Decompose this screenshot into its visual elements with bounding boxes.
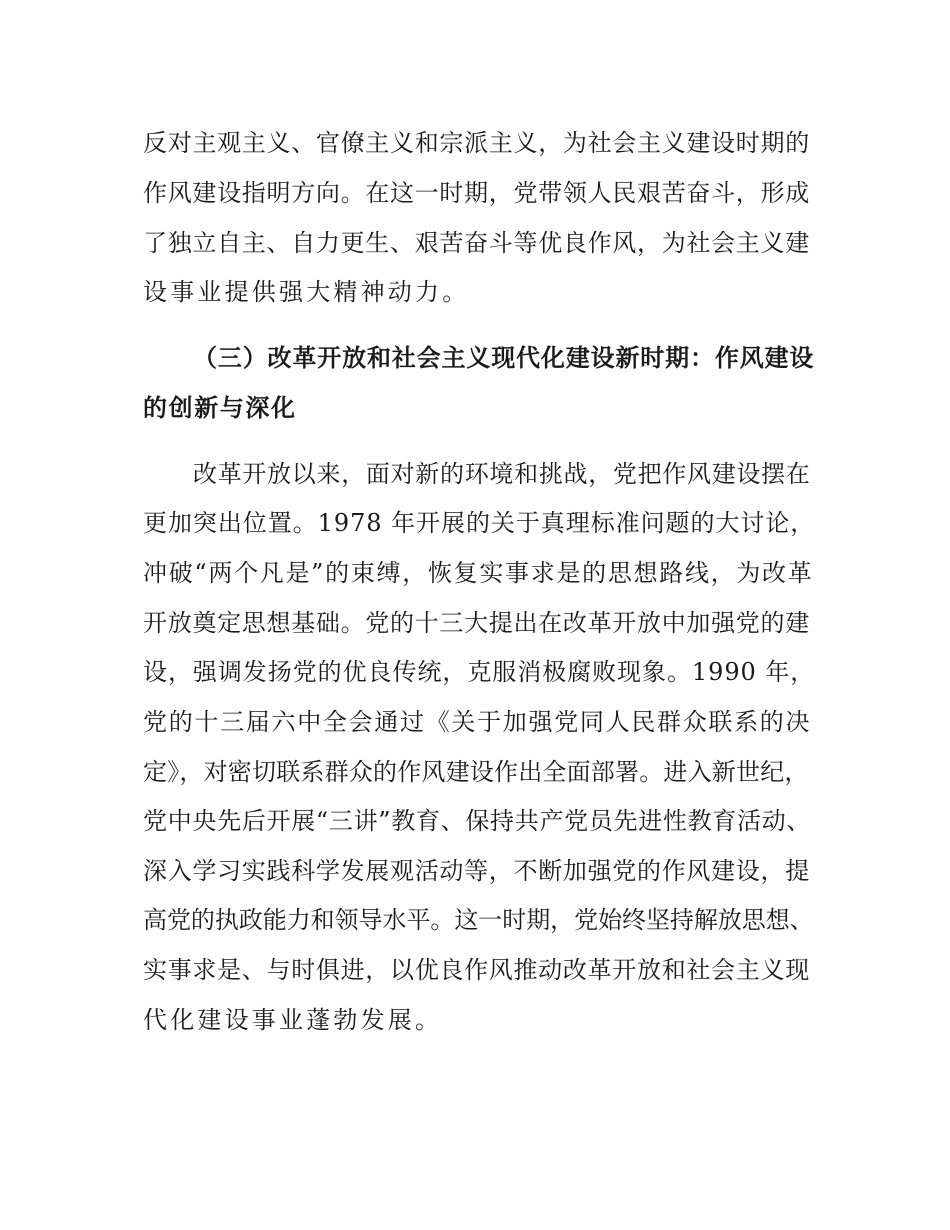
paragraph-2-line-10: 高党的执政能力和领导水平。这一时期，党始终坚持解放思想、 xyxy=(143,906,814,934)
paragraph-1-line-1: 反对主观主义、官僚主义和宗派主义，为社会主义建设时期的 xyxy=(143,129,810,157)
paragraph-2-line-1: 改革开放以来，面对新的环境和挑战，党把作风建设摆在 xyxy=(193,460,811,488)
paragraph-2-line-8: 党中央先后开展“三讲”教育、保持共产党员先进性教育活动、 xyxy=(143,807,812,835)
paragraph-1-line-4: 设事业提供强大精神动力。 xyxy=(143,278,470,306)
paragraph-2-line-4: 开放奠定思想基础。党的十三大提出在改革开放中加强党的建 xyxy=(143,609,810,637)
paragraph-2-line-11: 实事求是、与时俱进，以优良作风推动改革开放和社会主义现 xyxy=(143,956,810,984)
paragraph-2-line-5: 设，强调发扬党的优良传统，克服消极腐败现象。1990 年， xyxy=(143,658,816,686)
paragraph-2-line-2: 更加突出位置。1978 年开展的关于真理标准问题的大讨论， xyxy=(143,509,816,537)
paragraph-2-line-7: 定》，对密切联系群众的作风建设作出全面部署。进入新世纪， xyxy=(143,758,809,786)
section-heading-line-2: 的创新与深化 xyxy=(143,394,297,422)
paragraph-1-line-2: 作风建设指明方向。在这一时期，党带领人民艰苦奋斗，形成 xyxy=(143,179,810,207)
paragraph-2-line-3: 冲破“两个凡是”的束缚，恢复实事求是的思想路线，为改革 xyxy=(143,559,814,587)
section-heading-line-1: （三）改革开放和社会主义现代化建设新时期：作风建设 xyxy=(193,344,815,372)
paragraph-2-line-6: 党的十三届六中全会通过《关于加强党同人民群众联系的决 xyxy=(143,708,812,736)
paragraph-1-line-3: 了独立自主、自力更生、艰苦奋斗等优良作风，为社会主义建 xyxy=(143,229,810,257)
paragraph-2-line-12: 代化建设事业蓬勃发展。 xyxy=(143,1006,443,1034)
paragraph-2-line-9: 深入学习实践科学发展观活动等，不断加强党的作风建设，提 xyxy=(143,857,810,885)
